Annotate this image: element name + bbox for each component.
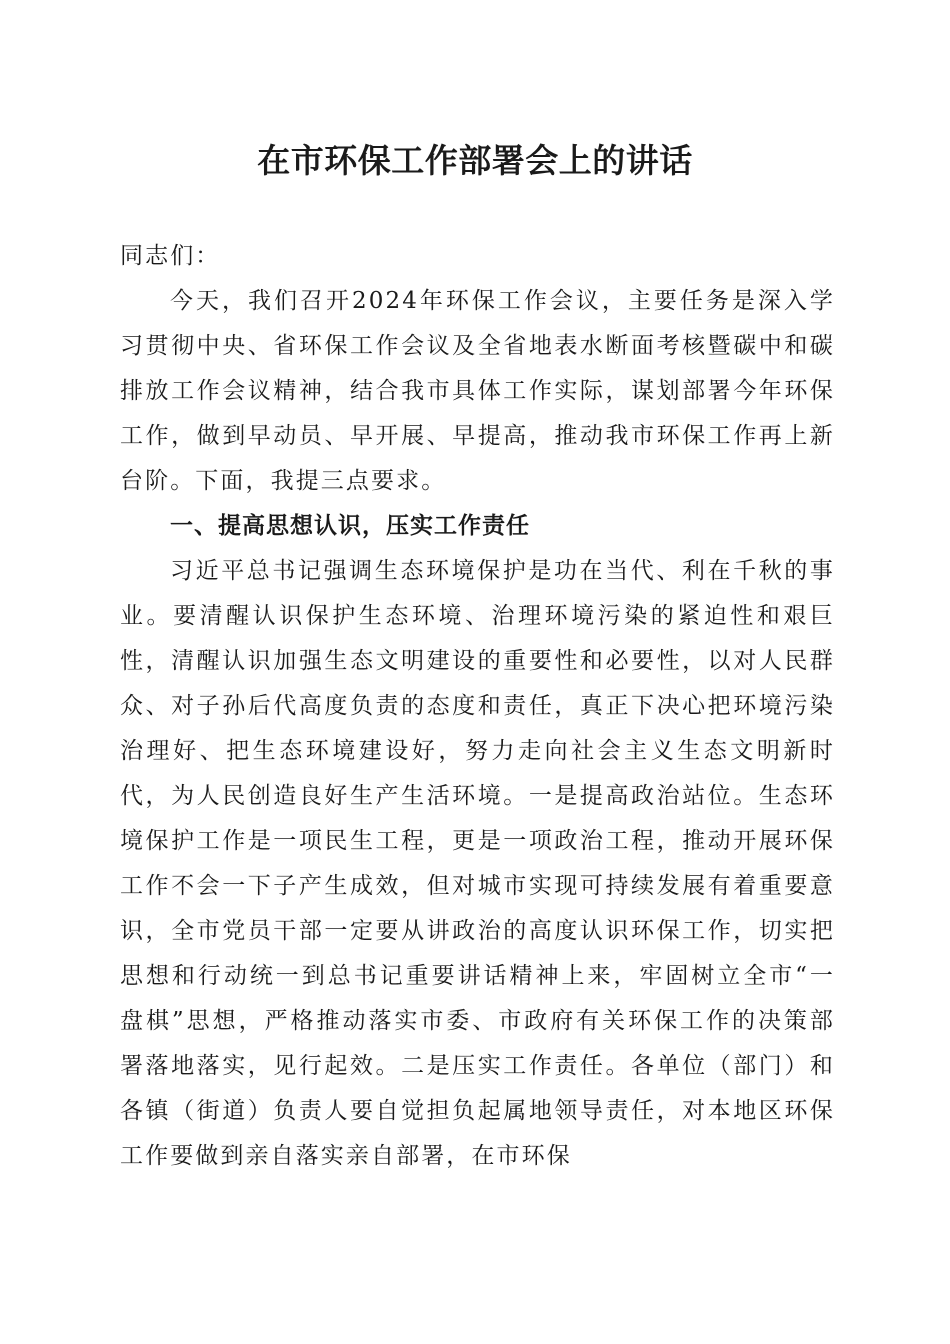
section-paragraph: 习近平总书记强调生态环境保护是功在当代、利在千秋的事业。要清醒认识保护生态环境、治理环境污染的紧迫性和艰巨性，清醒认识加强生态文明建设的重要性和必要性，以对人民群众、对子孙后代高度负责的态度和责任，真正下决心把环境污染治理好、把生态环境建设好，努力走向社会主义生态文明新时代，为人民创造良好生产生活环境。一是提高政治站位。生态环境保护工作是一项民生工程，更是一项政治工程，推动开展环保工作不会一下子产生成效，但对城市实现可持续发展有着重要意识，全市党员干部一定要从讲政治的高度认识环保工作，切实把思想和行动统一到总书记重要讲话精神上来，牢固树立全市“一盘棋”思想，严格推动落实市委、市政府有关环保工作的决策部署落地落实，见行起效。二是压实工作责任。各单位（部门）和各镇（街道）负责人要自觉担负起属地领导责任，对本地区环保工作要做到亲自落实亲自部署，在市环保 xyxy=(120,558,835,1169)
salutation: 同志们： xyxy=(120,243,221,269)
intro-paragraph: 今天，我们召开2024年环保工作会议，主要任务是深入学习贯彻中央、省环保工作会议及全省地表水断面考核暨碳中和碳排放工作会议精神，结合我市具体工作实际，谋划部署今年环保工作，做到早动员、早开展、早提高，推动我市环保工作再上新台阶。下面，我提三点要求。 xyxy=(120,288,835,494)
document-title: 在市环保工作部署会上的讲话 xyxy=(257,141,693,180)
document-body xyxy=(120,234,835,1179)
section-heading: 一、提高思想认识，压实工作责任 xyxy=(170,513,530,539)
